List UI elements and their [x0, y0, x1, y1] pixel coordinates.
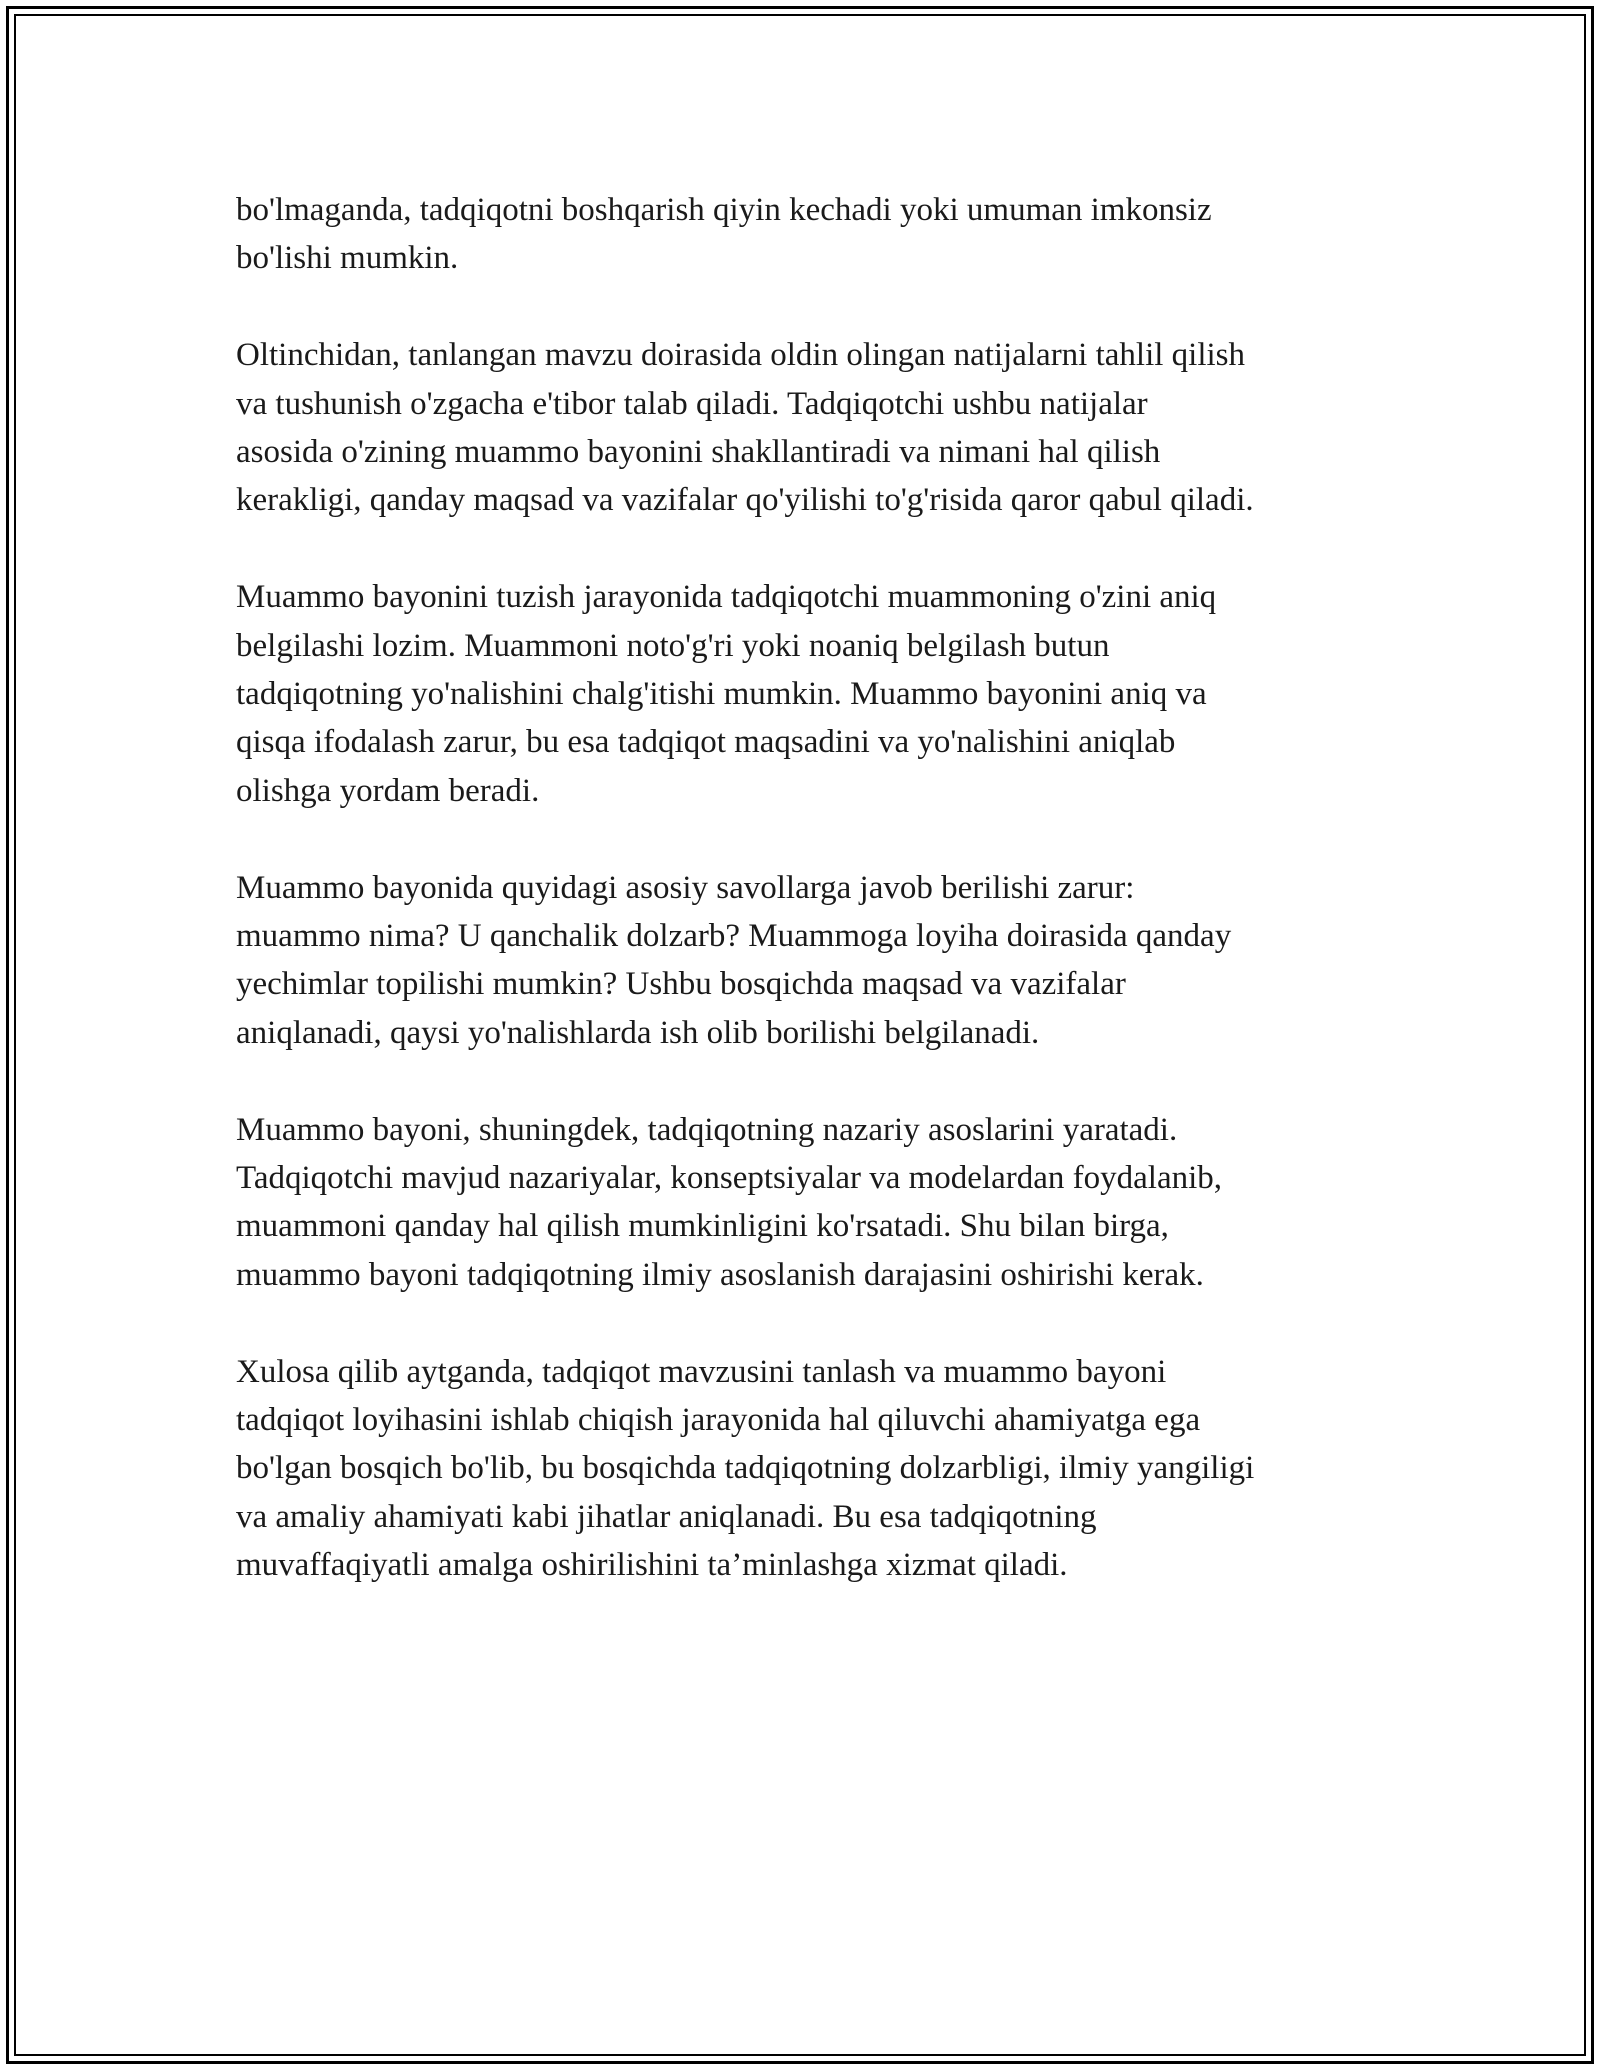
paragraph-3: Muammo bayonini tuzish jarayonida tadqiqotchi muammoning o'zini aniq belgilashi lozim. Muammoni noto'g'ri yoki noaniq belgilash butun tadqiqotning yo'nalishini chalg'itishi mumkin. Muammo bayonini aniq va qisqa ifodalash zarur, bu esa tadqiqot maqsadini va yo'nalishini aniqlab olishga yordam beradi. [236, 579, 1217, 809]
paragraph-2: Oltinchidan, tanlangan mavzu doirasida oldin olingan natijalarni tahlil qilish va tushunish o'zgacha e'tibor talab qiladi. Tadqiqotchi ushbu natijalar asosida o'zining muammo bayonini shakllantiradi va nimani hal qilish kerakligi, qanday maqsad va vazifalar qo'yilishi to'g'risida qaror qabul qiladi. [236, 337, 1254, 519]
paragraph-6: Xulosa qilib aytganda, tadqiqot mavzusini tanlash va muammo bayoni tadqiqot loyihasini ishlab chiqish jarayonida hal qiluvchi ahamiyatga ega bo'lgan bosqich bo'lib, bu bosqichda tadqiqotning dolzarbligi, ilmiy yangiligi va amaliy ahamiyati kabi jihatlar aniqlanadi. Bu esa tadqiqotning muvaffaqiyatli amalga oshirilishini ta’minlashga xizmat qiladi. [236, 1353, 1255, 1584]
document-body [236, 186, 1396, 1590]
paragraph-5: Muammo bayoni, shuningdek, tadqiqotning nazariy asoslarini yaratadi. Tadqiqotchi mavjud nazariyalar, konseptsiyalar va modelardan foydalanib, muammoni qanday hal qilish mumkinligini ko'rsatadi. Shu bilan birga, muammo bayoni tadqiqotning ilmiy asoslanish darajasini oshirishi kerak. [236, 1111, 1223, 1293]
paragraph-4: Muammo bayonida quyidagi asosiy savollarga javob berilishi zarur: muammo nima? U qanchalik dolzarb? Muammoga loyiha doirasida qanday yechimlar topilishi mumkin? Ushbu bosqichda maqsad va vazifalar aniqlanadi, qaysi yo'nalishlarda ish olib borilishi belgilanadi. [236, 869, 1232, 1051]
paragraph-1: bo'lmaganda, tadqiqotni boshqarish qiyin kechadi yoki umuman imkonsiz bo'lishi mumkin. [236, 192, 1212, 277]
